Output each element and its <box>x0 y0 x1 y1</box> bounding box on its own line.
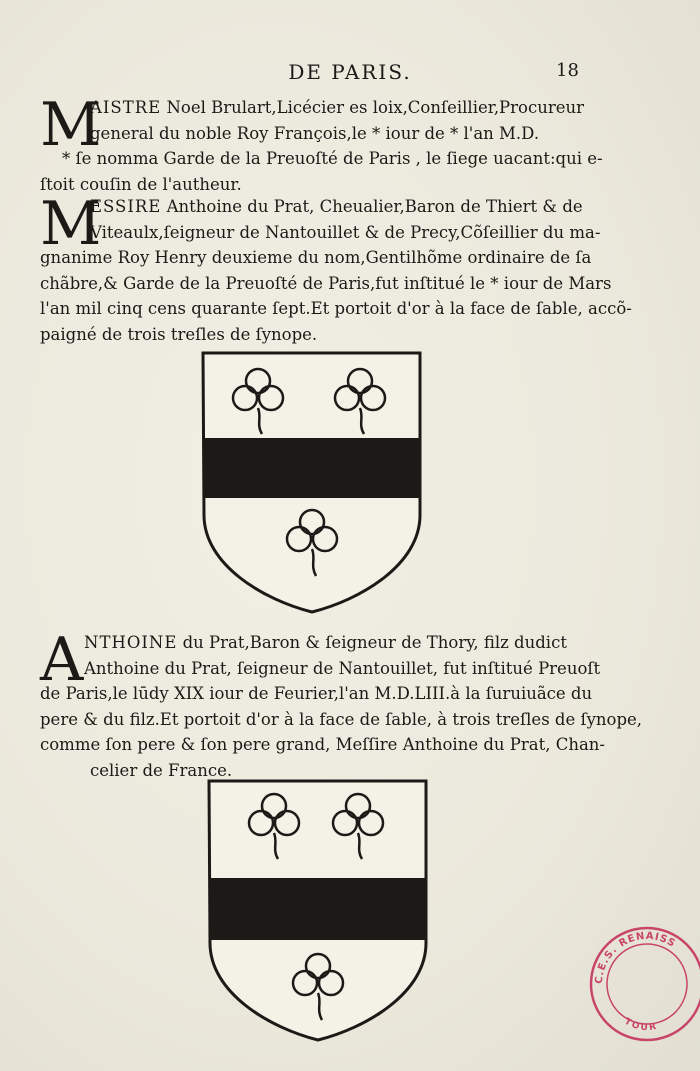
text-line: ESSIRE Anthoine du Prat, Cheualier,Baron de Thiert & de <box>90 197 583 216</box>
coat-of-arms-shield-1 <box>200 350 424 616</box>
svg-text:C.E.S. RENAISS: C.E.S. RENAISS <box>593 930 678 985</box>
text-line: Viteaulx,ſeigneur de Nantouillet & de Precy,Cõſeillier du ma- <box>90 222 601 242</box>
text-line: l'an mil cinq cens quarante ſept.Et portoit d'or à la face de ſable, accõ- <box>40 299 632 318</box>
text-line: chãbre,& Garde de la Preuoſté de Paris,fut inſtitué le * iour de Mars <box>40 273 612 293</box>
text-line: de Paris,le lūdy XIX iour de Feurier,l'an M.D.LIII.à la ſuruiuãce du <box>40 684 593 703</box>
text-line: paigné de trois treſles de ſynope. <box>40 324 318 344</box>
paragraph-anthoine-fils <box>40 625 660 783</box>
page-number: 18 <box>556 60 579 81</box>
svg-text:TOUR: TOUR <box>622 1016 660 1034</box>
text-line: gnanime Roy Henry deuxieme du nom,Gentilhõme ordinaire de ſa <box>40 248 592 267</box>
text-line: celier de France. <box>90 760 233 780</box>
paragraph-anthoine-pere <box>40 189 660 347</box>
text-line: NTHOINE du Prat,Baron & ſeigneur de Thory, filz dudict <box>84 633 567 652</box>
drop-capital: M <box>40 189 102 259</box>
running-head: DE PARIS. <box>288 60 412 84</box>
drop-capital: M <box>40 90 102 160</box>
text-line: general du noble Roy François,le * iour de * l'an M.D. <box>90 123 540 143</box>
text-line: ſtoit couſin de l'autheur. <box>40 174 242 194</box>
text-line: Anthoine du Prat, ſeigneur de Nantouillet, fut inſtitué Preuoſt <box>84 658 601 678</box>
coat-of-arms-shield-2 <box>206 778 430 1044</box>
library-stamp <box>588 925 700 1043</box>
paragraph-brulart <box>40 90 660 197</box>
text-line: pere & du filz.Et portoit d'or à la face de ſable, à trois treſles de ſynope, <box>40 709 643 729</box>
text-line: comme ſon pere & ſon pere grand, Meſſire Anthoine du Prat, Chan- <box>40 735 606 754</box>
text-line: * ſe nomma Garde de la Preuoſté de Paris , le ſiege uacant:qui e- <box>62 149 603 168</box>
fess-bar <box>211 878 425 940</box>
drop-capital: A <box>40 625 84 695</box>
fess-bar <box>205 438 419 498</box>
text-line: AISTRE Noel Brulart,Licécier es loix,Conſeillier,Procureur <box>90 98 585 117</box>
